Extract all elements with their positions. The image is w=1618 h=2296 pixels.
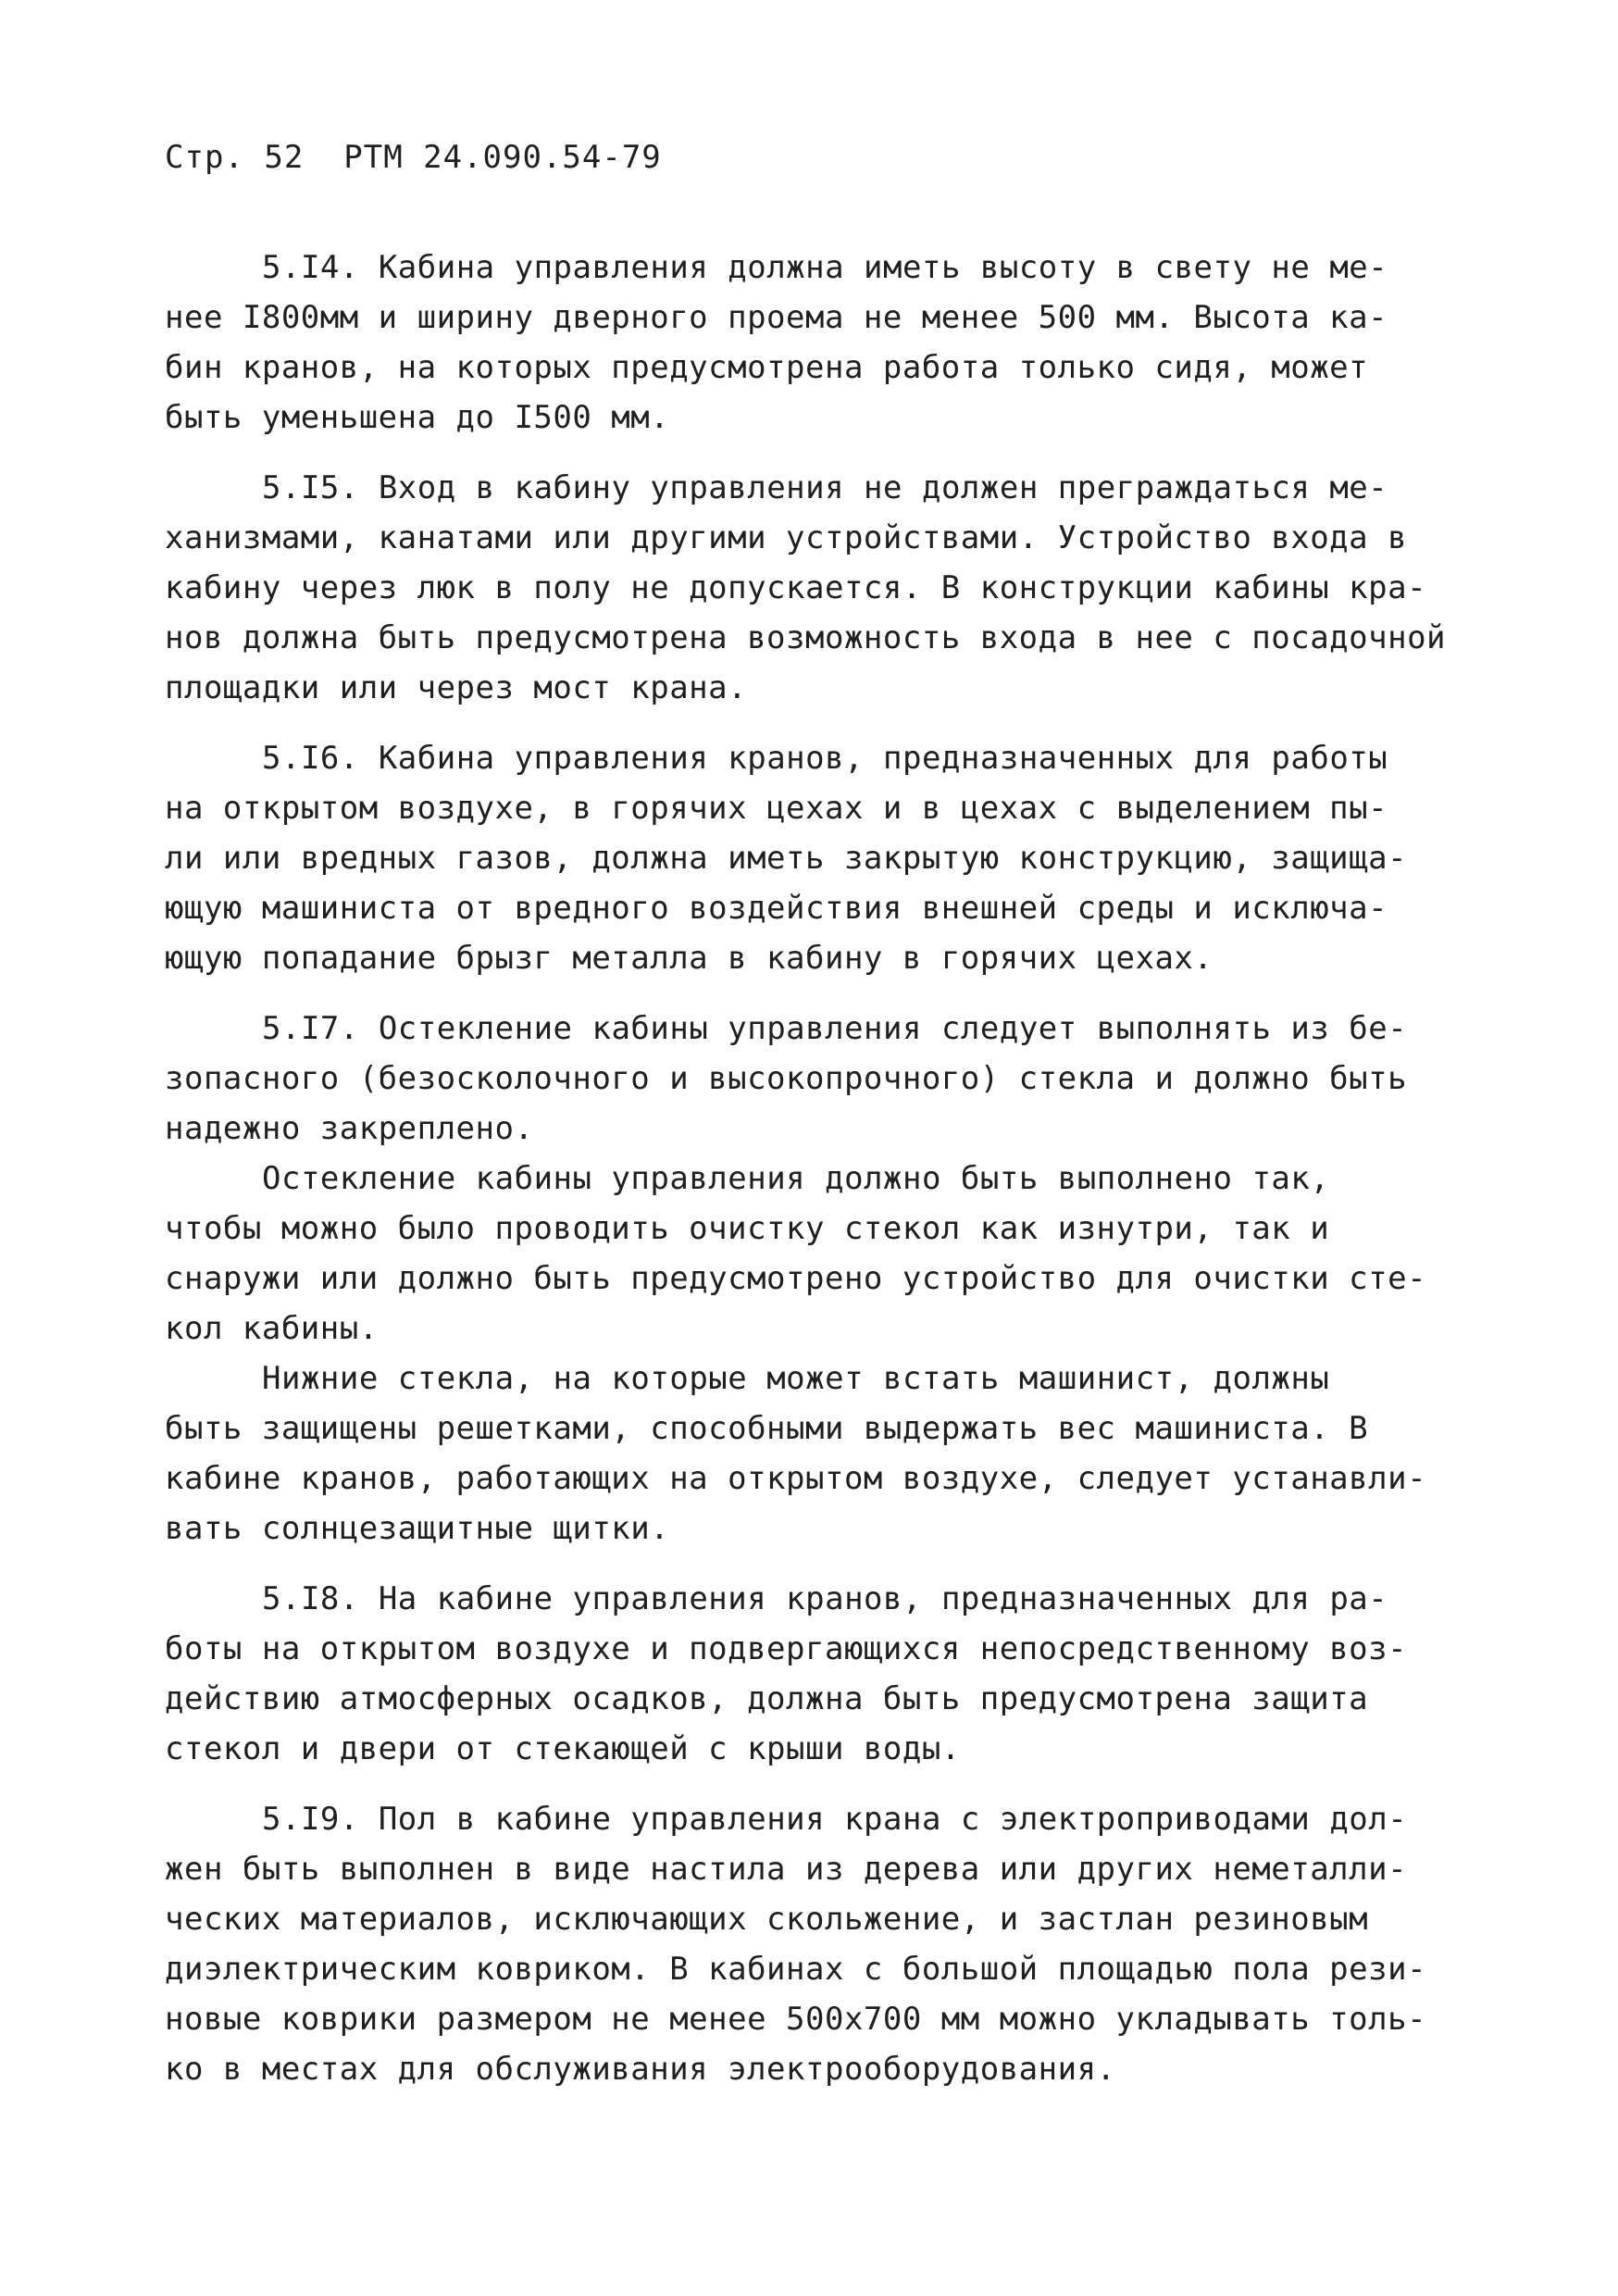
paragraph-5-18: [165, 1574, 1498, 1774]
paragraph-5-14: [165, 243, 1498, 443]
text-line: 5.I8. На кабине управления кранов, предназначенных для ра-: [262, 1580, 1388, 1617]
page-number-label: Стр. 52: [165, 139, 305, 176]
text-line: кабину через люк в полу не допускается. В конструкции кабины кра-: [165, 569, 1427, 606]
text-line: нов должна быть предусмотрена возможность входа в нее с посадочной: [165, 619, 1447, 656]
text-line: Остекление кабины управления должно быть выполнено так,: [262, 1160, 1330, 1197]
text-line: ли или вредных газов, должна иметь закрытую конструкцию, защища-: [165, 840, 1408, 877]
text-line: быть уменьшена до I500 мм.: [165, 399, 670, 436]
text-line: ко в местах для обслуживания электрооборудования.: [165, 2051, 1116, 2088]
text-line: стекол и двери от стекающей с крыши воды.: [165, 1730, 961, 1767]
text-line: на открытом воздухе, в горячих цехах и в цехах с выделением пы-: [165, 790, 1388, 827]
text-line: кабине кранов, работающих на открытом воздухе, следует устанавли-: [165, 1460, 1427, 1497]
paragraph-lower-glass: [165, 1354, 1498, 1554]
text-line: кол кабины.: [165, 1310, 379, 1347]
text-line: новые коврики размером не менее 500х700 мм можно укладывать толь-: [165, 2001, 1427, 2038]
text-line: диэлектрическим ковриком. В кабинах с большой площадью пола рези-: [165, 1951, 1427, 1988]
text-line: жен быть выполнен в виде настила из дерева или других неметалли-: [165, 1851, 1408, 1888]
text-line: снаружи или должно быть предусмотрено устройство для очистки сте-: [165, 1260, 1427, 1297]
paragraph-5-15: [165, 463, 1498, 713]
text-line: ющую машиниста от вредного воздействия внешней среды и исключа-: [165, 890, 1388, 927]
paragraph-5-19: [165, 1794, 1498, 2094]
text-line: 5.I4. Кабина управления должна иметь высоту в свету не ме-: [262, 249, 1388, 286]
text-line: ческих материалов, исключающих скольжение, и застлан резиновым: [165, 1901, 1369, 1938]
text-line: надежно закреплено.: [165, 1110, 534, 1147]
paragraph-5-16: [165, 733, 1498, 983]
text-line: действию атмосферных осадков, должна быть предусмотрена защита: [165, 1680, 1369, 1717]
text-line: ханизмами, канатами или другими устройствами. Устройство входа в: [165, 519, 1408, 556]
text-line: 5.I7. Остекление кабины управления следует выполнять из бе-: [262, 1010, 1408, 1047]
text-line: Нижние стекла, на которые может встать машинист, должны: [262, 1360, 1330, 1397]
text-line: быть защищены решетками, способными выдержать вес машиниста. В: [165, 1410, 1369, 1447]
text-line: площадки или через мост крана.: [165, 669, 748, 706]
text-line: 5.I5. Вход в кабину управления не должен преграждаться ме-: [262, 469, 1388, 506]
text-line: бин кранов, на которых предусмотрена работа только сидя, может: [165, 349, 1369, 386]
page-header: [165, 139, 662, 176]
text-line: боты на открытом воздухе и подвергающихся непосредственному воз-: [165, 1630, 1408, 1667]
text-line: ющую попадание брызг металла в кабину в горячих цехах.: [165, 940, 1214, 977]
text-line: нее I800мм и ширину дверного проема не менее 500 мм. Высота ка-: [165, 299, 1388, 336]
text-line: вать солнцезащитные щитки.: [165, 1510, 670, 1547]
text-line: чтобы можно было проводить очистку стекол как изнутри, так и: [165, 1210, 1330, 1247]
document-body: [165, 243, 1498, 2094]
document-code: РТМ 24.090.54-79: [343, 139, 662, 176]
paragraph-5-17: [165, 1004, 1498, 1154]
text-line: 5.I9. Пол в кабине управления крана с электроприводами дол-: [262, 1801, 1408, 1838]
text-line: зопасного (безосколочного и высокопрочного) стекла и должно быть: [165, 1060, 1408, 1097]
text-line: 5.I6. Кабина управления кранов, предназначенных для работы: [262, 740, 1388, 777]
paragraph-glazing-cleaning: [165, 1154, 1498, 1354]
